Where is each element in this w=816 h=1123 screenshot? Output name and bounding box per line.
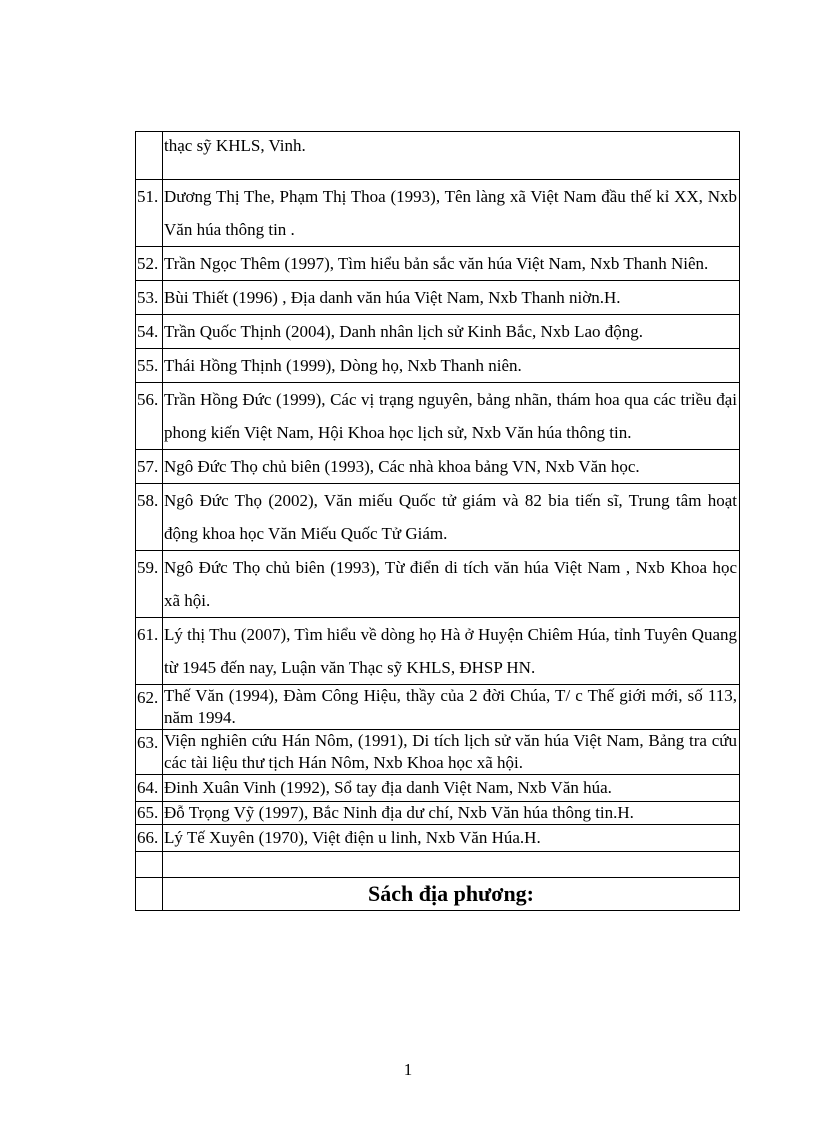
table-row <box>136 852 740 878</box>
reference-number: 54. <box>136 315 163 349</box>
reference-number: 66. <box>136 825 163 852</box>
table-row <box>136 349 740 383</box>
table-row <box>136 730 740 775</box>
reference-number: 62. <box>136 685 163 730</box>
reference-number: 56. <box>136 383 163 450</box>
table-row <box>136 315 740 349</box>
table-row <box>136 802 740 825</box>
reference-text: Ngô Đức Thọ chủ biên (1993), Từ điển di tích văn húa Việt Nam , Nxb Khoa học xã hội. <box>163 551 740 618</box>
table-row <box>136 132 740 180</box>
reference-text: Dương Thị The, Phạm Thị Thoa (1993), Tên làng xã Việt Nam đầu thế kỉ XX, Nxb Văn húa thông tin . <box>163 180 740 247</box>
reference-number: 64. <box>136 775 163 802</box>
reference-text: Trần Ngọc Thêm (1997), Tìm hiểu bản sắc văn húa Việt Nam, Nxb Thanh Niên. <box>163 247 740 281</box>
reference-number: 65. <box>136 802 163 825</box>
reference-number: 55. <box>136 349 163 383</box>
reference-number <box>136 132 163 180</box>
table-row <box>136 775 740 802</box>
reference-number: 58. <box>136 484 163 551</box>
table-row <box>136 878 740 911</box>
table-row <box>136 450 740 484</box>
reference-text: Ngô Đức Thọ (2002), Văn miếu Quốc tử giám và 82 bia tiến sĩ, Trung tâm hoạt động khoa học Văn Miếu Quốc Tử Giám. <box>163 484 740 551</box>
reference-text: Thái Hồng Thịnh (1999), Dòng họ, Nxb Thanh niên. <box>163 349 740 383</box>
reference-number: 59. <box>136 551 163 618</box>
reference-number: 52. <box>136 247 163 281</box>
table-row <box>136 383 740 450</box>
table-row <box>136 180 740 247</box>
reference-text: Đinh Xuân Vinh (1992), Sổ tay địa danh Việt Nam, Nxb Văn húa. <box>163 775 740 802</box>
reference-number: 53. <box>136 281 163 315</box>
table-row <box>136 247 740 281</box>
references-table <box>135 131 740 911</box>
reference-number: 57. <box>136 450 163 484</box>
reference-number: 51. <box>136 180 163 247</box>
empty-cell <box>136 852 163 878</box>
table-row <box>136 281 740 315</box>
empty-cell <box>136 878 163 911</box>
reference-text: Viện nghiên cứu Hán Nôm, (1991), Di tích lịch sử văn húa Việt Nam, Bảng tra cứu các tài liệu thư tịch Hán Nôm, Nxb Khoa học xã hội. <box>163 730 740 775</box>
reference-text: thạc sỹ KHLS, Vinh. <box>163 132 740 180</box>
reference-text: Thế Văn (1994), Đàm Công Hiệu, thầy của 2 đời Chúa, T/ c Thế giới mới, số 113, năm 1994. <box>163 685 740 730</box>
table-row <box>136 685 740 730</box>
reference-text: Trần Quốc Thịnh (2004), Danh nhân lịch sử Kinh Bắc, Nxb Lao động. <box>163 315 740 349</box>
reference-text: Đỗ Trọng Vỹ (1997), Bắc Ninh địa dư chí, Nxb Văn húa thông tin.H. <box>163 802 740 825</box>
reference-text: Trần Hồng Đức (1999), Các vị trạng nguyên, bảng nhãn, thám hoa qua các triều đại phong kiến Việt Nam, Hội Khoa học lịch sử, Nxb Văn húa thông tin. <box>163 383 740 450</box>
reference-number: 61. <box>136 618 163 685</box>
reference-text: Lý thị Thu (2007), Tìm hiểu về dòng họ Hà ở Huyện Chiêm Húa, tỉnh Tuyên Quang từ 1945 đến nay, Luận văn Thạc sỹ KHLS, ĐHSP HN. <box>163 618 740 685</box>
reference-text: Ngô Đức Thọ chủ biên (1993), Các nhà khoa bảng VN, Nxb Văn học. <box>163 450 740 484</box>
table-row <box>136 484 740 551</box>
table-row <box>136 551 740 618</box>
section-heading: Sách địa phương: <box>163 878 740 911</box>
reference-text: Lý Tế Xuyên (1970), Việt điện u linh, Nxb Văn Húa.H. <box>163 825 740 852</box>
table-row <box>136 825 740 852</box>
page-number: 1 <box>403 1060 413 1079</box>
reference-text: Bùi Thiết (1996) , Địa danh văn húa Việt Nam, Nxb Thanh niờn.H. <box>163 281 740 315</box>
table-row <box>136 618 740 685</box>
empty-cell <box>163 852 740 878</box>
reference-number: 63. <box>136 730 163 775</box>
